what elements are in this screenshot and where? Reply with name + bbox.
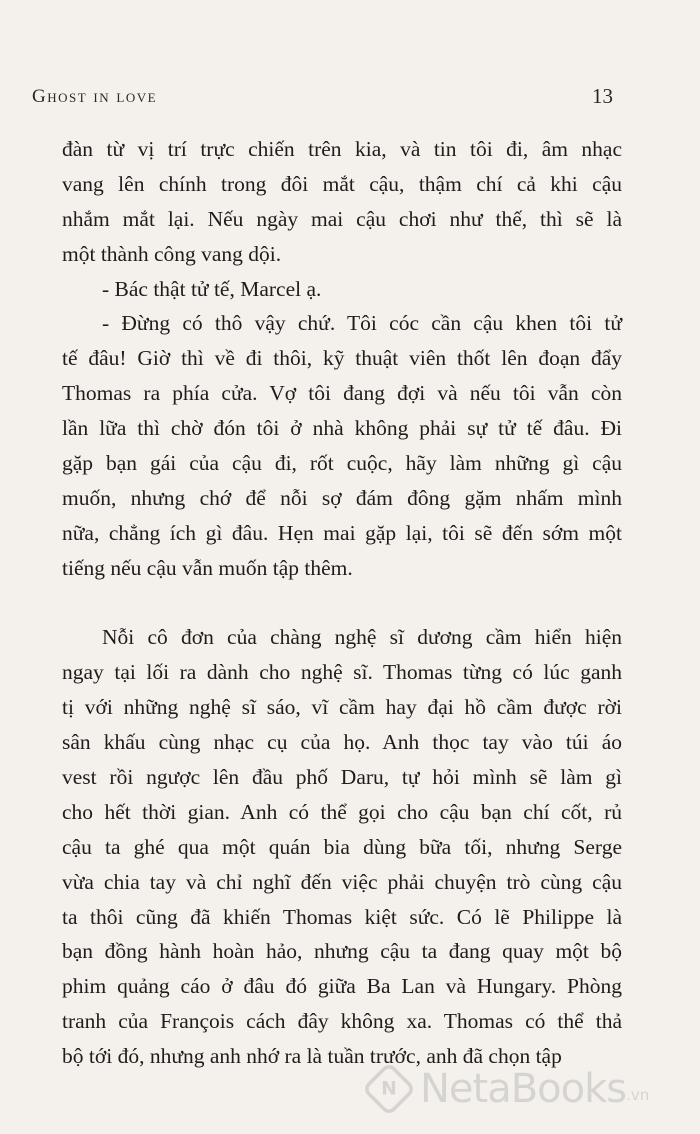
netabooks-watermark — [362, 1058, 649, 1120]
text-line: vang lên chính trong đôi mắt cậu, thậm chí cả khi cậu — [62, 171, 622, 196]
netabooks-logo-icon: N — [362, 1062, 417, 1117]
text-line: cho hết thời gian. Anh có thể gọi cho cậu bạn chí cốt, rủ — [62, 799, 622, 824]
text-line: tế đâu! Giờ thì về đi thôi, kỹ thuật viên thốt lên đoạn đẩy — [62, 346, 622, 371]
running-title: Ghost in love — [32, 86, 158, 107]
text-line: cậu ta ghé qua một quán bia dùng bữa tối, nhưng Serge — [62, 834, 622, 859]
text-line: gặp bạn gái của cậu đi, rốt cuộc, hãy làm những gì cậu — [62, 451, 622, 476]
text-line: ta thôi cũng đã khiến Thomas kiệt sức. Có lẽ Philippe là — [62, 904, 622, 929]
paragraph — [62, 132, 622, 272]
text-line: tranh của François cách đây không xa. Thomas có thể thả — [62, 1009, 622, 1034]
text-line: bạn đồng hành hoàn hảo, nhưng cậu ta đang quay một bộ — [62, 939, 622, 964]
body-text — [62, 132, 622, 1074]
text-line: bộ tới đó, nhưng anh nhớ ra là tuần trước, anh đã chọn tập — [62, 1044, 562, 1069]
text-line: vừa chia tay và chỉ nghĩ đến việc phải chuyện trò cùng cậu — [62, 869, 622, 894]
text-line: - Bác thật tử tế, Marcel ạ. — [102, 276, 322, 301]
text-line: nữa, chẳng ích gì đâu. Hẹn mai gặp lại, tôi sẽ đến sớm một — [62, 520, 622, 545]
paragraph — [62, 272, 622, 307]
text-line: Thomas ra phía cửa. Vợ tôi đang đợi và nếu tôi vẫn còn — [62, 381, 622, 406]
paragraph — [62, 620, 622, 1074]
text-line: ngay tại lối ra dành cho nghệ sĩ. Thomas từng có lúc ganh — [62, 660, 622, 685]
text-line: đàn từ vị trí trực chiến trên kia, và tin tôi đi, âm nhạc — [62, 137, 622, 161]
text-line: tiếng nếu cậu vẫn muốn tập thêm. — [62, 555, 353, 580]
text-line: Nỗi cô đơn của chàng nghệ sĩ dương cầm hiển hiện — [102, 625, 622, 650]
text-line: muốn, nhưng chớ để nỗi sợ đám đông gặm nhấm mình — [62, 485, 622, 510]
text-line: lần lữa thì chờ đón tôi ở nhà không phải sự tử tế đâu. Đi — [62, 416, 622, 441]
text-line: nhắm mắt lại. Nếu ngày mai cậu chơi như thế, thì sẽ là — [62, 206, 622, 231]
text-line: một thành công vang dội. — [62, 241, 282, 266]
watermark-suffix: .vn — [626, 1086, 650, 1104]
text-line: phim quảng cáo ở đâu đó giữa Ba Lan và Hungary. Phòng — [62, 974, 622, 999]
text-line: sân khấu cùng nhạc cụ của họ. Anh thọc tay vào túi áo — [62, 730, 622, 755]
text-line: vest rồi ngược lên đầu phố Daru, tự hỏi mình sẽ làm gì — [62, 765, 622, 790]
page-number: 13 — [592, 84, 613, 108]
paragraph-gap — [62, 586, 622, 621]
paragraph — [62, 306, 622, 585]
watermark-brand: NetaBooks — [420, 1066, 627, 1112]
text-line: tị với những nghệ sĩ sáo, vĩ cầm hay đại hồ cầm được rời — [62, 695, 622, 720]
text-line: - Đừng có thô vậy chứ. Tôi cóc cần cậu khen tôi tử — [102, 311, 622, 336]
